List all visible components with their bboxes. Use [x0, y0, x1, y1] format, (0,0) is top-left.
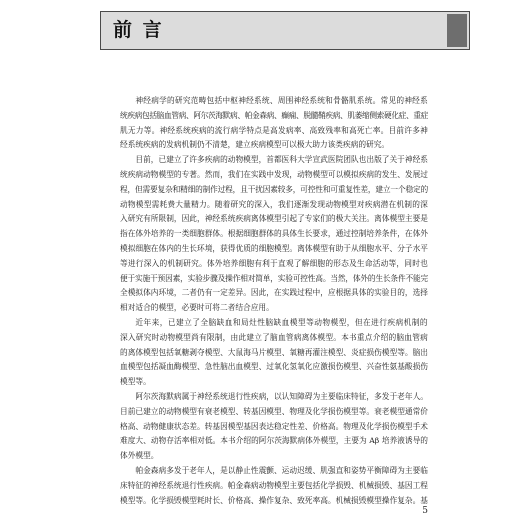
preface-paragraph-2 [120, 153, 428, 316]
text-line: 目前，已建立了许多疾病的动物模型，首都医科大学宣武医院团队也出版了关于神经系 [135, 155, 428, 165]
text-line: 床特征的神经系统退行性疾病。帕金森病动物模型主要包括化学损毁、机械损毁、基因工程 [120, 480, 428, 490]
page-number: 5 [422, 506, 428, 516]
text-line: 相对适合的模型，必要时可将二者结合应用。 [120, 303, 274, 313]
text-line: 近年来，已建立了全脑缺血和局灶性脑缺血模型等动物模型，但在进行疾病机制的 [135, 317, 428, 327]
text-line: 等进行深入的机制研究。体外培养细胞有利于直观了解细胞的形态及生命活动等，同时也 [120, 258, 428, 268]
text-line: 神经病学的研究范畴包括中枢神经系统、周围神经系统和骨骼肌系统。常见的神经系 [135, 96, 428, 105]
text-line: 格高、动物健康状态差。转基因模型基因表达稳定性差、价格高。物理及化学损伤模型手术 [120, 421, 428, 431]
text-line: 统疾病包括脑血管病、阿尔茨海默病、帕金森病、癫痫、脱髓鞘疾病、肌萎缩侧索硬化症、重症 [120, 110, 428, 120]
text-line: 目前已建立的动物模型有衰老模型、转基因模型、物理及化学损伤模型等。衰老模型通常价 [120, 406, 428, 416]
text-line: 帕金森病多发于老年人，是以静止性震颤、运动迟缓、肌强直和姿势平衡障碍为主要临 [135, 465, 428, 475]
text-line: 指在体外培养的一类细胞群体。根据细胞群体的具体生长要求，通过控制培养条件，在体外 [120, 229, 428, 239]
preface-paragraph-4 [120, 390, 428, 464]
text-line: 深入研究时动物模型尚有限制，由此建立了脑血管病离体模型。本书重点介绍的脑血管病 [120, 332, 428, 342]
text-line: 血模型包括凝血酶模型、急性脑出血模型、过氧化氢氧化应激损伤模型、兴奋性氨基酸损伤 [120, 362, 428, 372]
text-line: 的离体模型包括氧糖剥夺模型、大鼠海马片模型、氧糖再灌注模型、炎症损伤模型等。脑出 [120, 347, 428, 357]
text-line: 难度大、动物存活率相对低。本书介绍的阿尔茨海默病体外模型，主要为 Aβ 培养液诱导的 [120, 436, 428, 446]
header-decoration-block [447, 14, 467, 47]
text-line: 便于实施干预因素，实验步骤及操作相对简单，实验可控性高。当然，体外的生长条件不能完 [120, 273, 428, 283]
text-line: 全模拟体内环境，二者仍有一定差异。因此，在实践过程中，应根据具体的实验目的，选择 [120, 288, 428, 298]
text-line: 程，但需要复杂和精细的制作过程，且干扰因素较多，可控性和可重复性差，建立一个稳定的 [120, 184, 428, 194]
text-line: 动物模型需耗费大量精力。随着研究的深入，我们逐渐发现动物模型对疾病潜在机制的深 [120, 199, 428, 209]
chapter-header [100, 11, 470, 50]
text-line: 入研究有所限制，因此，神经系统疾病离体模型引起了专家们的极大关注。离体模型主要是 [120, 214, 428, 224]
text-line: 肌无力等。神经系统疾病的流行病学特点是高发病率、高致残率和高死亡率。目前许多神 [120, 125, 428, 135]
preface-paragraph-5 [120, 464, 428, 508]
chapter-title: 前 言 [113, 19, 164, 41]
preface-paragraph-3 [120, 316, 428, 390]
text-line: 模拟细胞在体内的生长环境，获得优质的细胞模型。离体模型有助于从细胞水平、分子水平 [120, 243, 428, 253]
preface-body [120, 94, 428, 508]
text-line: 阿尔茨海默病属于神经系统退行性疾病，以认知障碍为主要临床特征，多发于老年人。 [135, 391, 428, 401]
text-line: 统疾病动物模型的专著。然而，我们在实践中发现，动物模型可以模拟疾病的发生、发展过 [120, 169, 428, 179]
text-line: 模型等。 [120, 377, 151, 387]
text-line: 模型等。化学损毁模型耗时长、价格高、操作复杂、致死率高。机械损毁模型操作复杂。基 [120, 495, 428, 505]
text-line: 经系统疾病的发病机制仍不清楚，建立疾病模型可以极大助力该类疾病的研究。 [120, 140, 390, 150]
preface-paragraph-1 [120, 94, 428, 153]
text-line: 体外模型。 [120, 451, 159, 461]
